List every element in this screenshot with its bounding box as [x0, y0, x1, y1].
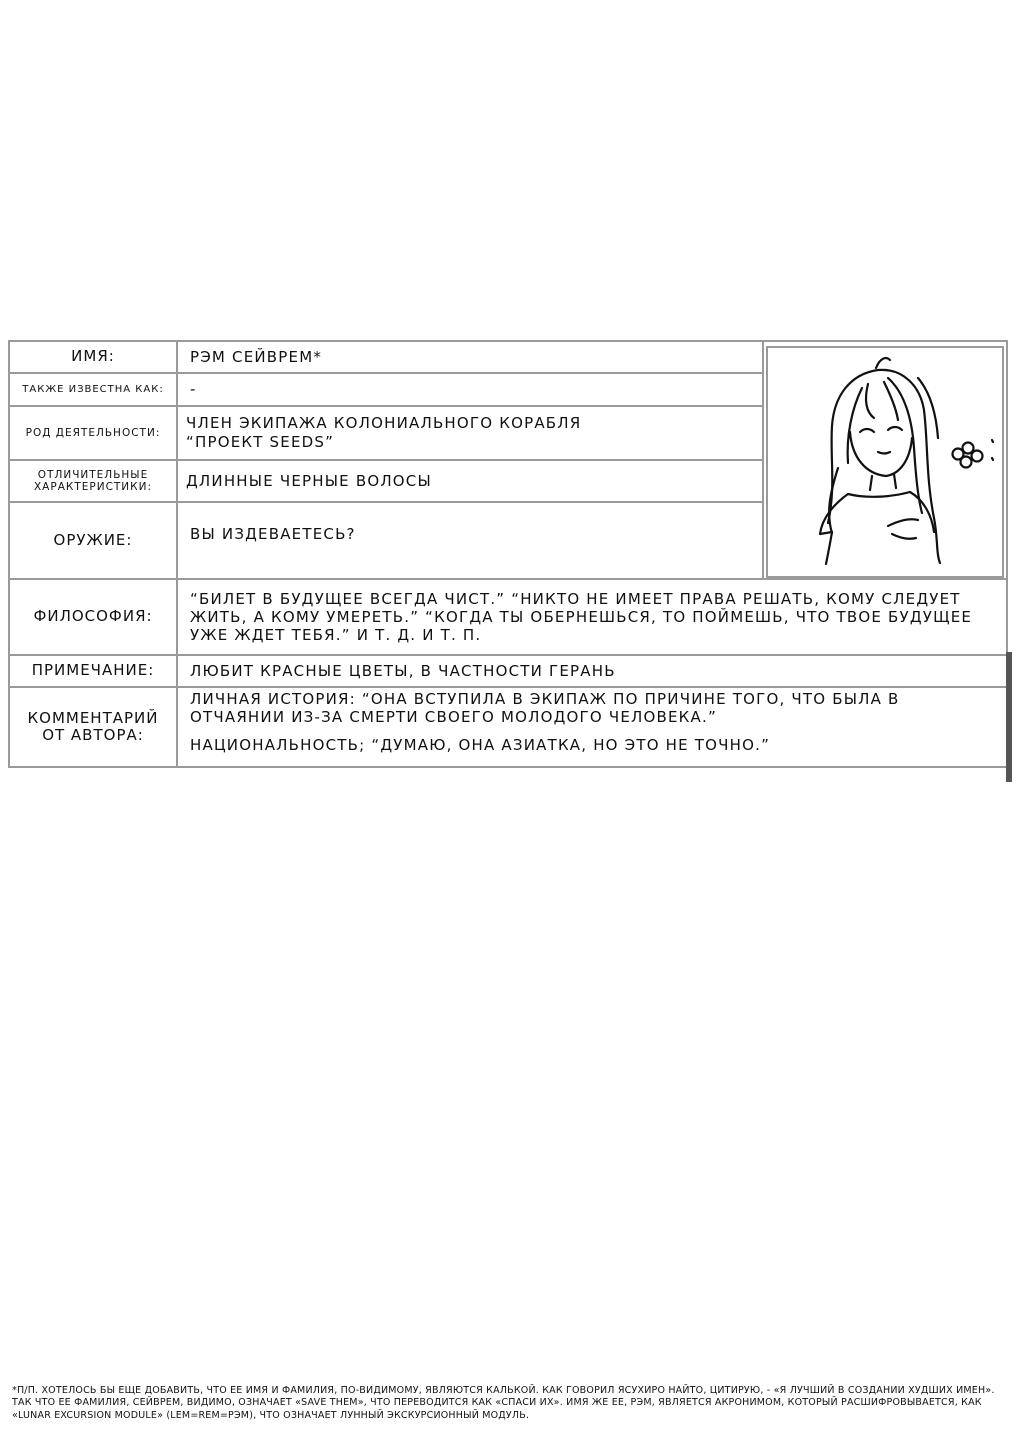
translator-footnote: *П/П. ХОТЕЛОСЬ БЫ ЕЩЕ ДОБАВИТЬ, ЧТО ЕЕ ИМЯ И ФАМИЛИЯ, ПО-ВИДИМОМУ, ЯВЛЯЮТСЯ КАЛЬКОЙ. КАК ГОВОРИЛ ЯСУХИРО НАЙТО, ЦИТИРУЮ, - «Я ЛУЧШИЙ В СОЗДАНИИ ХУДШИХ ИМЕН». ТАК ЧТО ЕЕ ФАМИЛИЯ, СЕЙВРЕМ, ВИДИМО, ОЗНАЧАЕТ «SAVE THEM», ЧТО ПЕРЕВОДИТСЯ КАК «СПАСИ ИХ». ИМЯ ЖЕ ЕЕ, РЭМ, ЯВЛЯЕТСЯ АКРОНИМОМ, КОТОРЫЙ РАСШИФРОВЫВАЕТСЯ, КАК «LUNAR EXCURSION MODULE» (LEM=REM=РЭМ), ЧТО ОЗНАЧАЕТ ЛУННЫЙ ЭКСКУРСИОННЫЙ МОДУЛЬ. — [12, 1385, 995, 1421]
weapon-value: ВЫ ИЗДЕВАЕТЕСЬ? — [190, 525, 356, 543]
features-label: ОТЛИЧИТЕЛЬНЫЕ ХАРАКТЕРИСТИКИ: — [33, 468, 153, 493]
scrollbar[interactable] — [1006, 652, 1012, 782]
character-portrait — [766, 346, 1004, 578]
name-label: ИМЯ: — [71, 347, 115, 366]
aka-value: - — [190, 380, 197, 399]
character-profile-table — [8, 340, 1008, 768]
occupation-line-2: “ПРОЕКТ SEEDS” — [186, 433, 335, 451]
column-divider — [176, 342, 178, 766]
weapon-label: ОРУЖИЕ: — [53, 530, 133, 549]
comment-label: КОММЕНТАРИЙ ОТ АВТОРА: — [27, 708, 159, 744]
occupation-label: РОД ДЕЯТЕЛЬНОСТИ: — [25, 426, 161, 439]
comment-history: ЛИЧНАЯ ИСТОРИЯ: “ОНА ВСТУПИЛА В ЭКИПАЖ ПО ПРИЧИНЕ ТОГО, ЧТО БЫЛА В ОТЧАЯНИИ ИЗ-ЗА СМЕРТИ СВОЕГО МОЛОДОГО ЧЕЛОВЕКА.” — [190, 690, 900, 726]
occupation-line-1: ЧЛЕН ЭКИПАЖА КОЛОНИАЛЬНОГО КОРАБЛЯ — [186, 414, 582, 433]
occupation-value — [186, 407, 752, 459]
name-value: РЭМ СЕЙВРЕМ* — [190, 347, 323, 366]
note-label: ПРИМЕЧАНИЕ: — [31, 661, 155, 680]
comment-value — [190, 690, 990, 766]
comment-nationality: НАЦИОНАЛЬНОСТЬ; “ДУМАЮ, ОНА АЗИАТКА, НО ЭТО НЕ ТОЧНО.” — [190, 736, 771, 754]
features-value: ДЛИННЫЕ ЧЕРНЫЕ ВОЛОСЫ — [186, 471, 432, 490]
philosophy-label: ФИЛОСОФИЯ: — [33, 607, 153, 626]
aka-label: ТАКЖЕ ИЗВЕСТНА КАК: — [22, 383, 164, 395]
character-sketch — [768, 348, 1002, 576]
note-value: ЛЮБИТ КРАСНЫЕ ЦВЕТЫ, В ЧАСТНОСТИ ГЕРАНЬ — [190, 661, 616, 680]
column-divider — [762, 342, 764, 578]
philosophy-value: “БИЛЕТ В БУДУЩЕЕ ВСЕГДА ЧИСТ.” “НИКТО НЕ ИМЕЕТ ПРАВА РЕШАТЬ, КОМУ СЛЕДУЕТ ЖИТЬ, А КОМУ УМЕРЕТЬ.” “КОГДА ТЫ ОБЕРНЕШЬСЯ, ТО ПОЙМЕШЬ, ЧТО ТВОЕ БУДУЩЕЕ УЖЕ ЖДЕТ ТЕБЯ.” И Т. Д. И Т. П. — [190, 590, 973, 644]
